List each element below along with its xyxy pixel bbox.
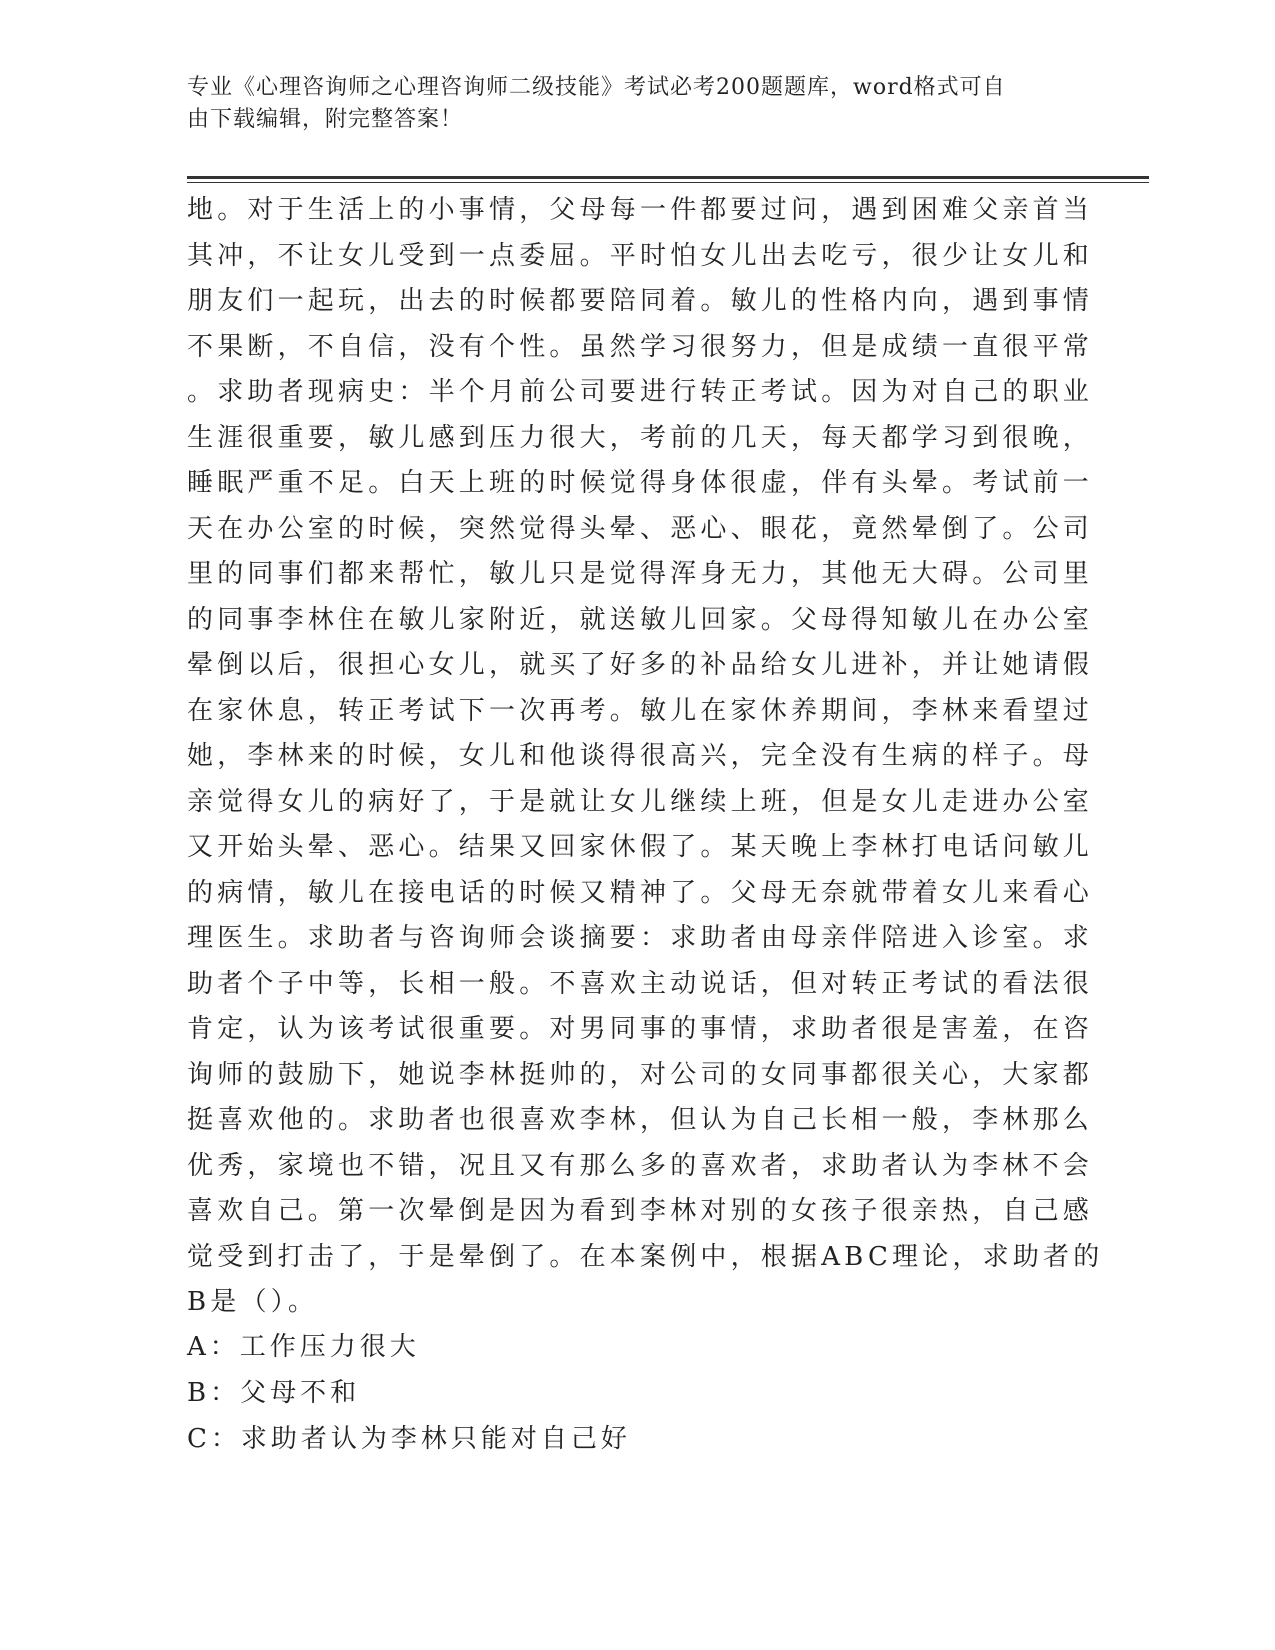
passage-line: 觉受到打击了，于是晕倒了。在本案例中，根据ABC理论，求助者的 [187,1241,1104,1272]
header-line-2: 由下载编辑，附完整答案！ [187,107,464,132]
passage-line: 生涯很重要，敏儿感到压力很大，考前的几天，每天都学习到很晚， [187,422,1094,453]
passage-line: 天在办公室的时候，突然觉得头晕、恶心、眼花，竟然晕倒了。公司 [187,513,1094,544]
passage-line: 喜欢自己。第一次晕倒是因为看到李林对别的女孩子很亲热，自己感 [187,1196,1094,1226]
option-c: C：求助者认为李林只能对自己好 [187,1424,631,1454]
passage-line: 亲觉得女儿的病好了，于是就让女儿继续上班，但是女儿走进办公室 [187,786,1094,817]
passage-line: 在家休息，转正考试下一次再考。敏儿在家休养期间，李林来看望过 [187,695,1094,726]
option-a: A：工作压力很大 [187,1332,420,1362]
passage-line: 肯定，认为该考试很重要。对男同事的事情，求助者很是害羞，在咨 [187,1014,1094,1044]
passage-line: B是（）。 [187,1287,319,1317]
page-header [187,72,1067,136]
question-passage [187,188,1104,1326]
passage-line: 询师的鼓励下，她说李林挺帅的，对公司的女同事都很关心，大家都 [187,1059,1094,1090]
passage-line: 的病情，敏儿在接电话的时候又精神了。父母无奈就带着女儿来看心 [187,877,1094,908]
passage-line: 朋友们一起玩，出去的时候都要陪同着。敏儿的性格内向，遇到事情 [187,286,1094,316]
passage-line: 理医生。求助者与咨询师会谈摘要：求助者由母亲伴陪进入诊室。求 [187,923,1094,953]
passage-line: 。求助者现病史：半个月前公司要进行转正考试。因为对自己的职业 [187,377,1094,407]
passage-line: 的同事李林住在敏儿家附近，就送敏儿回家。父母得知敏儿在办公室 [187,604,1094,635]
passage-line: 助者个子中等，长相一般。不喜欢主动说话，但对转正考试的看法很 [187,968,1094,999]
passage-line: 她，李林来的时候，女儿和他谈得很高兴，完全没有生病的样子。母 [187,741,1094,771]
passage-line: 晕倒以后，很担心女儿，就买了好多的补品给女儿进补，并让她请假 [187,650,1094,680]
passage-line: 里的同事们都来帮忙，敏儿只是觉得浑身无力，其他无大碍。公司里 [187,559,1094,589]
answer-options [187,1324,1063,1462]
header-line-1: 专业《心理咨询师之心理咨询师二级技能》考试必考200题题库，word格式可自 [187,75,1006,100]
passage-line: 又开始头晕、恶心。结果又回家休假了。某天晚上李林打电话问敏儿 [187,832,1094,862]
header-divider-thick [187,176,1149,179]
passage-line: 地。对于生活上的小事情，父母每一件都要过问，遇到困难父亲首当 [187,195,1094,225]
passage-line: 不果断，不自信，没有个性。虽然学习很努力，但是成绩一直很平常 [187,331,1094,362]
option-b: B：父母不和 [187,1378,361,1408]
passage-line: 挺喜欢他的。求助者也很喜欢李林，但认为自己长相一般，李林那么 [187,1105,1094,1135]
passage-line: 睡眠严重不足。白天上班的时候觉得身体很虚，伴有头晕。考试前一 [187,468,1094,498]
passage-line: 优秀，家境也不错，况且又有那么多的喜欢者，求助者认为李林不会 [187,1150,1094,1181]
header-divider-thin [187,182,1149,183]
passage-line: 其冲，不让女儿受到一点委屈。平时怕女儿出去吃亏，很少让女儿和 [187,240,1094,271]
